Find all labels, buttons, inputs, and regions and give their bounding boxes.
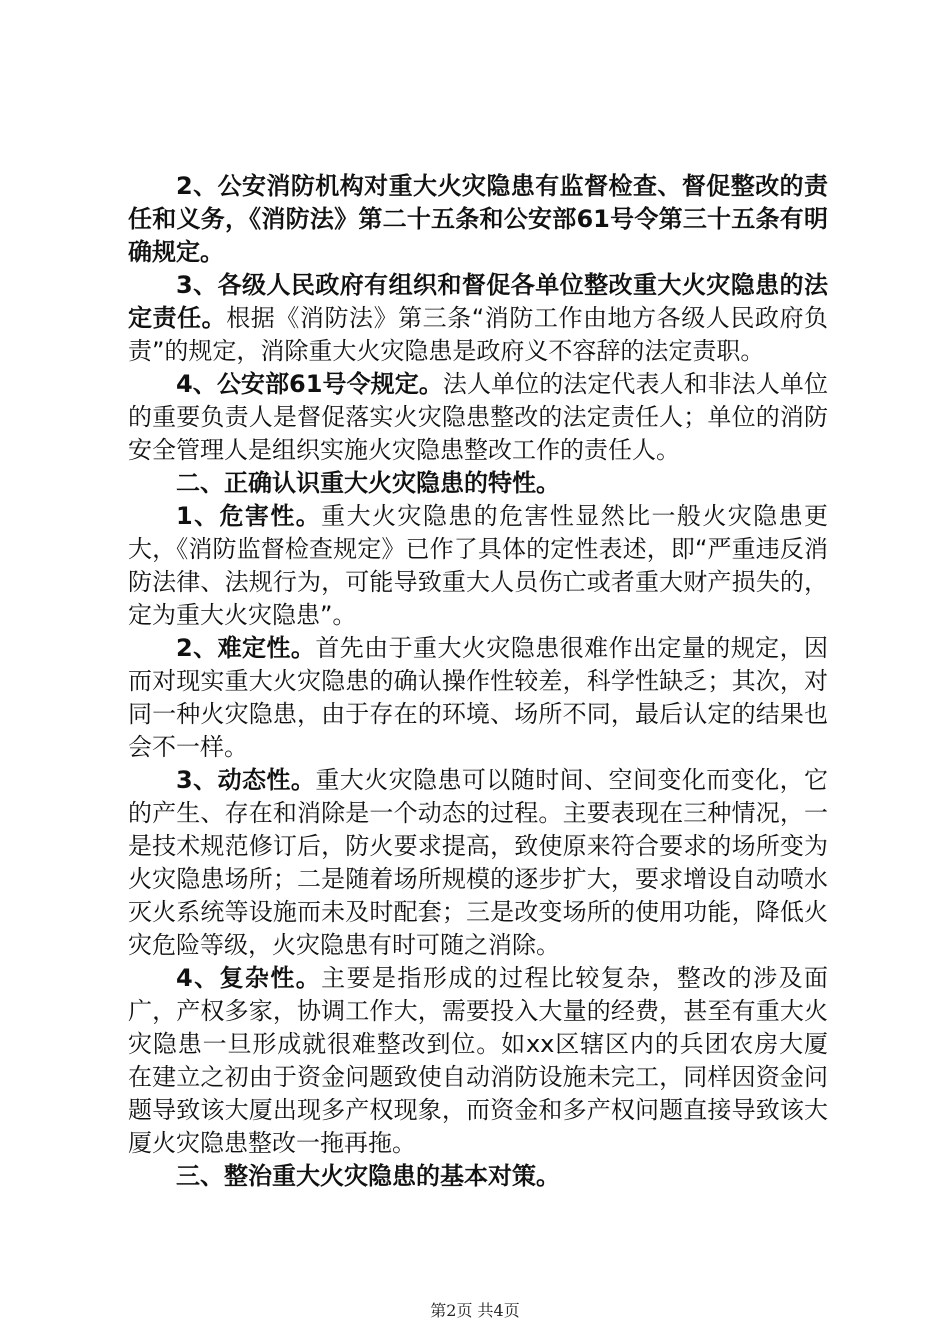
paragraph-lead: 4、公安部61号令规定。 — [176, 370, 443, 398]
paragraph-lead: 1、危害性。 — [176, 502, 322, 530]
paragraph-lead: 2、难定性。 — [176, 634, 316, 662]
document-body — [128, 170, 828, 1193]
section-heading-text: 二、正确认识重大火灾隐患的特性。 — [176, 469, 560, 497]
paragraph-complexity — [128, 962, 828, 1160]
paragraph-harmfulness — [128, 500, 828, 632]
paragraph-dynamics — [128, 764, 828, 962]
page-footer — [0, 1298, 950, 1321]
section-heading-countermeasures — [128, 1160, 828, 1193]
paragraph-supervision-duty — [128, 170, 828, 269]
section-heading-characteristics — [128, 467, 828, 500]
paragraph-lead: 3、各级人民政府有组织和督促各单位整改重大火灾隐患的法定责任。 — [128, 271, 828, 332]
section-heading-text: 三、整治重大火灾隐患的基本对策。 — [176, 1162, 560, 1190]
paragraph-text: 法人单位的法定代表人和非法人单位的重要负责人是督促落实火灾隐患整改的法定责任人；单位的消防安全管理人是组织实施火灾隐患整改工作的责任人。 — [128, 370, 828, 464]
paragraph-lead: 3、动态性。 — [176, 766, 316, 794]
paragraph-government-duty — [128, 269, 828, 368]
page-number-label: 第2页 共4页 — [430, 1301, 520, 1320]
paragraph-lead: 4、复杂性。 — [176, 964, 322, 992]
paragraph-text: 根据《消防法》第三条“消防工作由地方各级人民政府负责”的规定，消除重大火灾隐患是政府义不容辞的法定责职。 — [128, 304, 829, 365]
paragraph-text: 首先由于重大火灾隐患很难作出定量的规定，因而对现实重大火灾隐患的确认操作性较差，科学性缺乏；其次，对同一种火灾隐患，由于存在的环境、场所不同，最后认定的结果也会不一样。 — [128, 634, 829, 761]
paragraph-text: 重大火灾隐患可以随时间、空间变化而变化，它的产生、存在和消除是一个动态的过程。主要表现在三种情况，一是技术规范修订后，防火要求提高，致使原来符合要求的场所变为火灾隐患场所；二是随着场所规模的逐步扩大，要求增设自动喷水灭火系统等设施而未及时配套；三是改变场所的使用功能，降低火灾危险等级，火灾隐患有时可随之消除。 — [128, 766, 829, 959]
paragraph-order-61 — [128, 368, 828, 467]
paragraph-text: 主要是指形成的过程比较复杂，整改的涉及面广，产权多家，协调工作大，需要投入大量的经费，甚至有重大火灾隐患一旦形成就很难整改到位。如xx区辖区内的兵团农房大厦在建立之初由于资金问题致使自动消防设施未完工，同样因资金问题导致该大厦出现多产权现象，而资金和多产权问题直接导致该大厦火灾隐患整改一拖再拖。 — [128, 964, 828, 1157]
paragraph-lead: 2、公安消防机构对重大火灾隐患有监督检查、督促整改的责任和义务，《消防法》第二十五条和公安部61号令第三十五条有明确规定。 — [128, 172, 828, 266]
paragraph-difficulty — [128, 632, 828, 764]
paragraph-text: 重大火灾隐患的危害性显然比一般火灾隐患更大，《消防监督检查规定》已作了具体的定性表述，即“严重违反消防法律、法规行为，可能导致重大人员伤亡或者重大财产损失的，定为重大火灾隐患”。 — [128, 502, 828, 629]
